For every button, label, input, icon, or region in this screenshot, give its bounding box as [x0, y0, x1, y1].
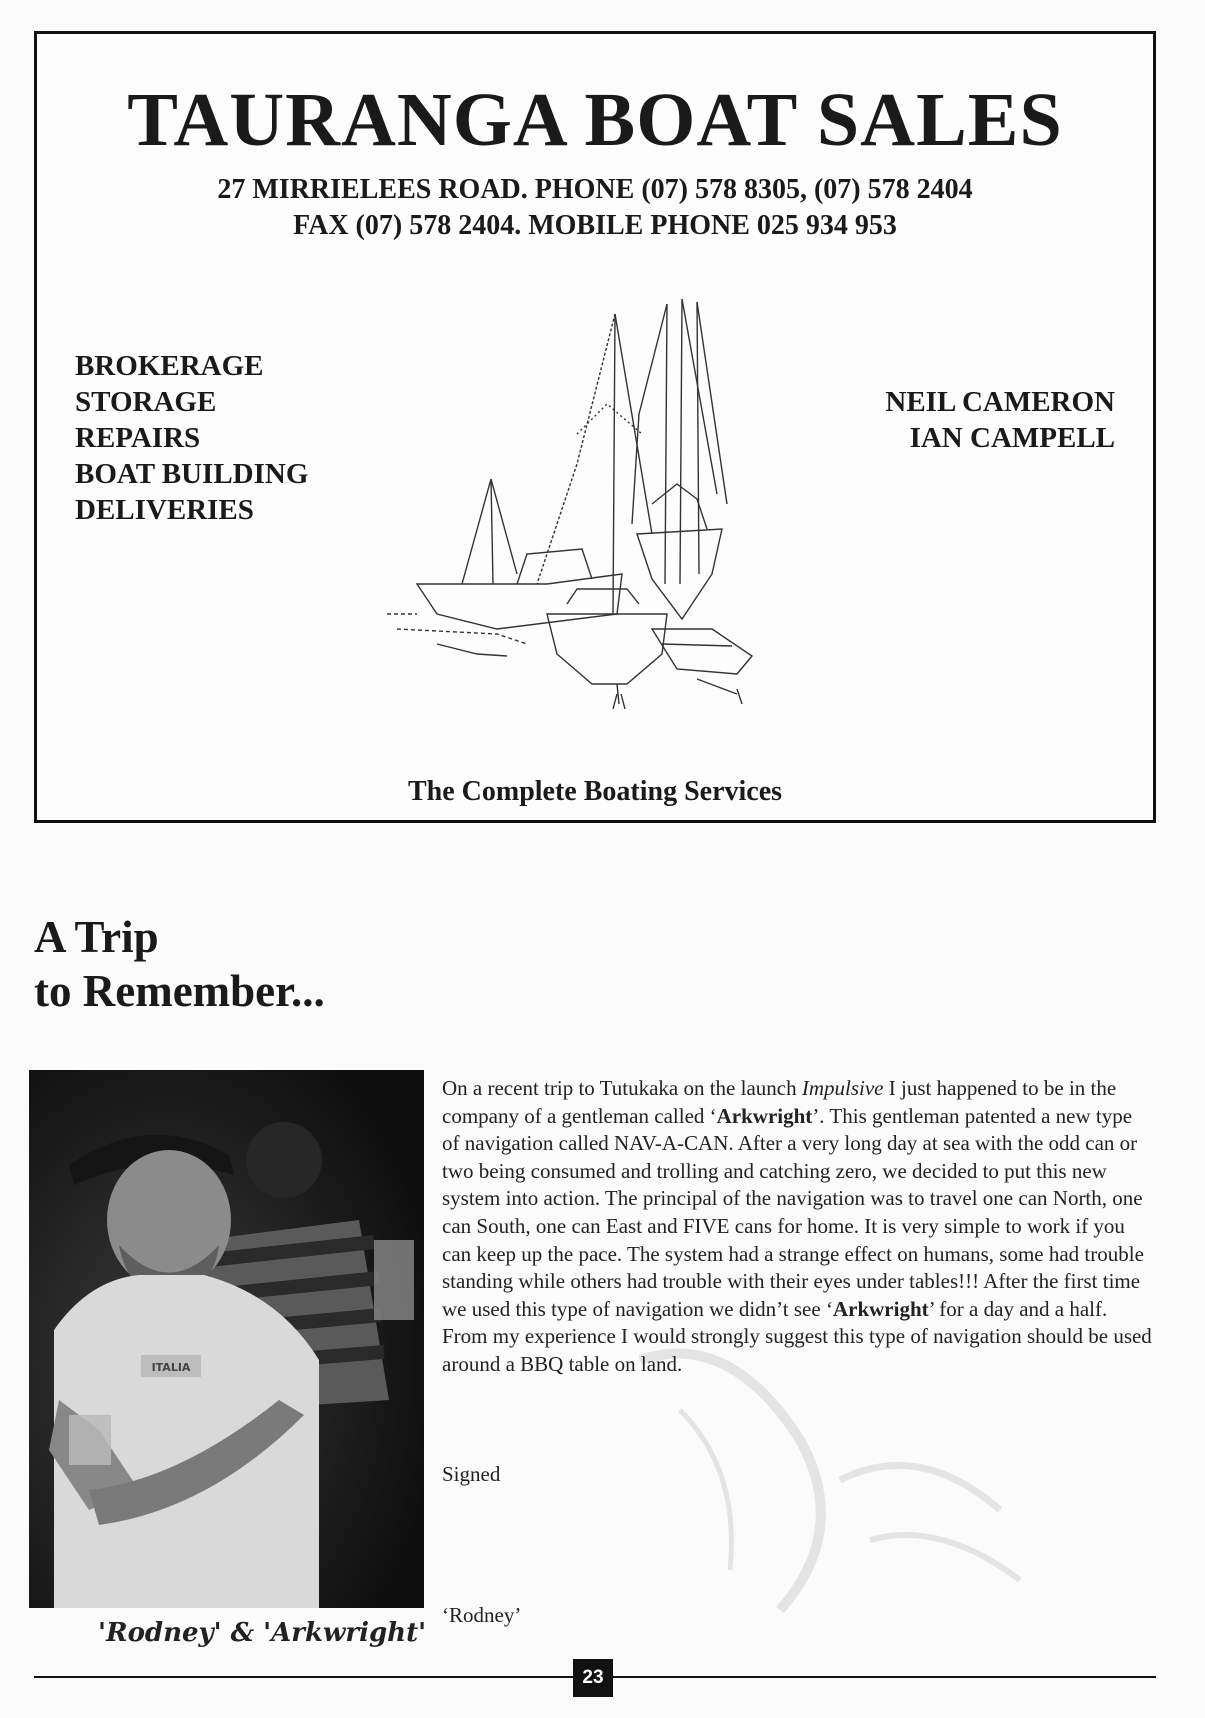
article-title-line-1: A Trip	[34, 912, 159, 962]
article-title	[34, 910, 325, 1018]
services-list	[75, 348, 308, 528]
advert-tagline: The Complete Boating Services	[407, 776, 783, 807]
advertisement-box	[34, 31, 1156, 823]
photo-illustration	[29, 1070, 424, 1608]
article-photo	[29, 1070, 424, 1608]
boats-line-drawing	[377, 284, 837, 764]
advert-contact-line-1: 27 MIRRIELEES ROAD. PHONE (07) 578 8305, (07) 578 2404	[217, 174, 973, 205]
service-item: REPAIRS	[75, 422, 201, 454]
photo-shirt-text: ITALIA	[151, 1361, 191, 1374]
article-text: ’ for a day and a half. From my experience I would strongly suggest this type of navigation should be used around a BBQ table on land.	[442, 1296, 1152, 1376]
article-paragraph	[442, 1075, 1154, 1379]
staff-name: IAN CAMPELL	[909, 422, 1115, 454]
article-body	[442, 1075, 1154, 1379]
signed-label: Signed	[442, 1462, 501, 1486]
advert-contact-line-2: FAX (07) 578 2404. MOBILE PHONE 025 934 953	[293, 210, 897, 241]
article-text: ’. This gentleman patented a new type of navigation called NAV-A-CAN. After a very long day at sea with the odd can or two being consumed and trolling and catching zero, we decided to put this new system into action. The principal of the navigation was to travel one can North, one can South, one can East and FIVE cans for home. It is very simple to work if you can keep up the pace. The system had a strange effect on humans, some had trouble standing while others had trouble with their eyes under tables!!! After the first time we used this type of navigation we didn’t see ‘	[442, 1103, 1144, 1321]
article-text: I just happened to be in the company of a gentleman called ‘	[442, 1076, 1117, 1128]
page-number: 23	[573, 1659, 613, 1697]
person-name: Arkwright	[832, 1296, 929, 1321]
signature: ‘Rodney’	[442, 1603, 522, 1627]
boat-name: Impulsive	[801, 1076, 884, 1100]
service-item: BROKERAGE	[75, 350, 264, 382]
staff-name: NEIL CAMERON	[885, 386, 1115, 418]
person-name: Arkwright	[716, 1103, 813, 1128]
staff-names	[885, 384, 1115, 456]
service-item: BOAT BUILDING	[75, 458, 309, 490]
photo-caption: 'Rodney' & 'Arkwright'	[98, 1618, 427, 1648]
advert-title: TAURANGA BOAT SALES	[127, 78, 1063, 162]
article-text: On a recent trip to Tutukaka on the launch	[442, 1076, 802, 1100]
advert-contact	[37, 172, 1153, 244]
service-item: DELIVERIES	[75, 494, 254, 526]
article-title-line-2: to Remember...	[34, 966, 325, 1016]
service-item: STORAGE	[75, 386, 217, 418]
